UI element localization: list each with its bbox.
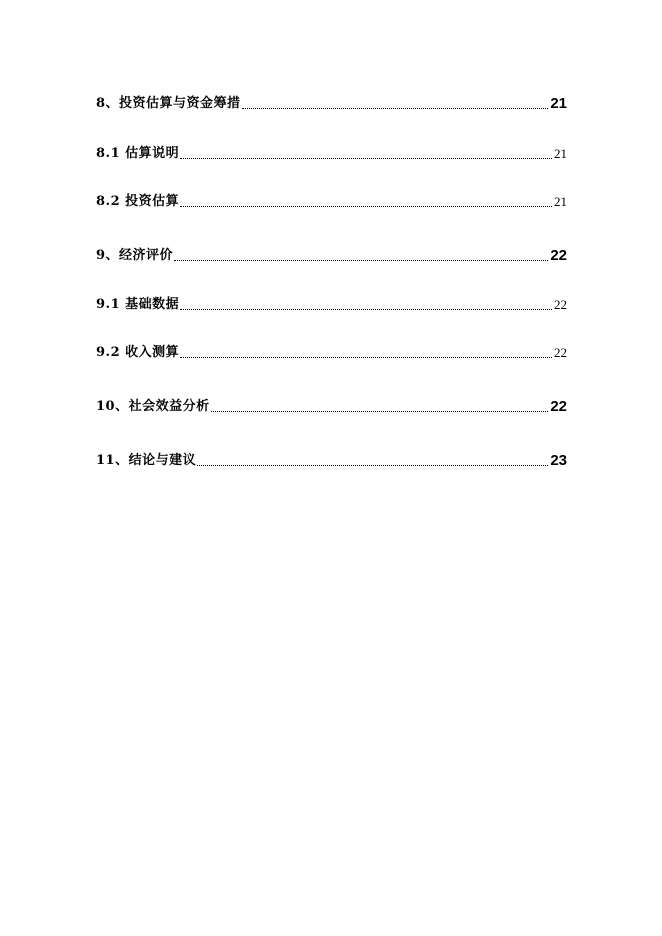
toc-entry-title: 10、社会效益分析 (96, 399, 210, 414)
toc-entry-title: 8、投资估算与资金筹措 (96, 96, 241, 111)
toc-dot-leader (180, 206, 552, 207)
toc-entry-page-number: 21 (554, 146, 567, 161)
toc-entry-title: 8.1 估算说明 (96, 146, 180, 161)
toc-entry-title: 9.2 收入测算 (96, 345, 180, 360)
toc-dot-leader (180, 357, 552, 358)
toc-entry-title: 8.2 投资估算 (96, 194, 180, 209)
toc-dot-leader (174, 260, 548, 261)
toc-entry-page-number: 21 (550, 95, 567, 112)
toc-entry-8-2[interactable] (96, 194, 567, 210)
toc-entry-page-number: 22 (554, 297, 567, 312)
toc-dot-leader (180, 158, 552, 159)
toc-entry-10[interactable] (96, 399, 567, 415)
toc-entry-title: 9、经济评价 (96, 248, 174, 263)
toc-entry-page-number: 22 (550, 398, 567, 415)
toc-dot-leader (197, 465, 548, 466)
toc-entry-9-1[interactable] (96, 297, 567, 313)
toc-entry-page-number: 21 (554, 194, 567, 209)
toc-entry-title: 9.1 基础数据 (96, 297, 180, 312)
toc-entry-page-number: 23 (550, 452, 567, 469)
toc-entry-page-number: 22 (554, 345, 567, 360)
toc-entry-title: 11、结论与建议 (96, 453, 197, 468)
toc-entry-11[interactable] (96, 453, 567, 469)
table-of-contents (96, 0, 567, 936)
toc-entry-9-2[interactable] (96, 345, 567, 361)
toc-entry-8-1[interactable] (96, 146, 567, 162)
toc-entry-9[interactable] (96, 248, 567, 264)
toc-dot-leader (211, 411, 549, 412)
toc-entry-8[interactable] (96, 96, 567, 112)
toc-dot-leader (180, 309, 552, 310)
toc-dot-leader (242, 108, 549, 109)
toc-entry-page-number: 22 (550, 247, 567, 264)
